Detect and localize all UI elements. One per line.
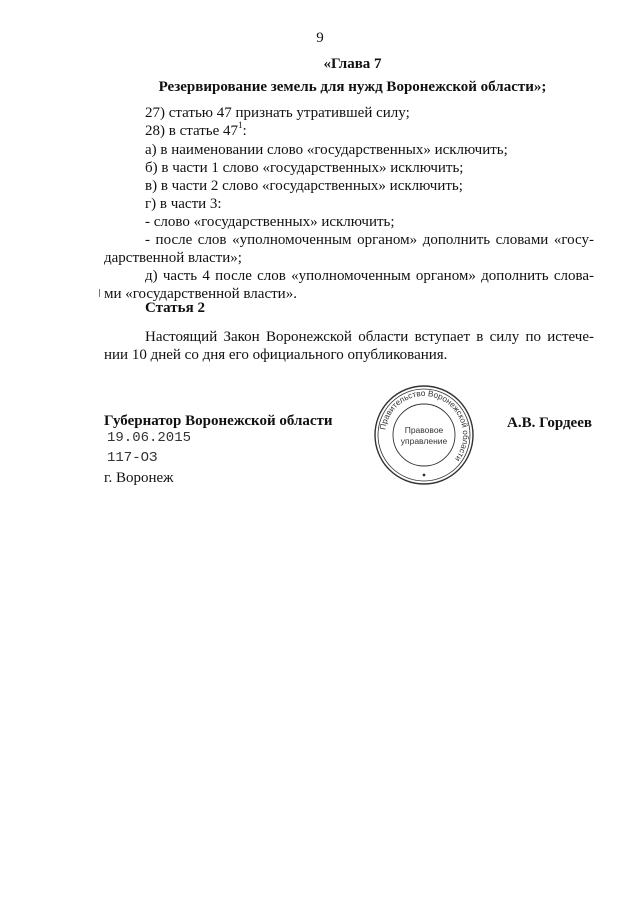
stamp-outer-text: Правительство Воронежской области: [378, 388, 471, 464]
article-2-title: Статья 2: [145, 300, 205, 316]
amendment-item-a: а) в наименовании слово «государственных» исключить;: [145, 142, 508, 158]
chapter-subtitle: Резервирование земель для нужд Воронежской области»;: [158, 79, 547, 95]
amendment-item-g-sub2-line1: - после слов «уполномоченным органом» дополнить словами «госу-: [145, 232, 594, 248]
margin-mark: [99, 289, 100, 297]
page-number: 9: [316, 30, 324, 46]
amendment-item-g: г) в части 3:: [145, 196, 222, 212]
amendment-item-28: [145, 122, 247, 140]
amendment-item-g-sub2-line2: дарственной власти»;: [104, 250, 242, 266]
amendment-item-d-line1: д) часть 4 после слов «уполномоченным органом» дополнить слова-: [145, 268, 594, 284]
chapter-title: «Глава 7: [323, 56, 382, 72]
article-2-text-line2: нии 10 дней со дня его официального опубликования.: [104, 347, 448, 363]
signature-date: 19.06.2015: [107, 430, 192, 446]
stamp-inner-line2: управление: [400, 436, 448, 446]
amendment-item-27: 27) статью 47 признать утратившей силу;: [145, 105, 410, 121]
amendment-item-v: в) в части 2 слово «государственных» исключить;: [145, 178, 463, 194]
stamp-inner-line1: Правовое: [404, 425, 444, 435]
governor-title: Губернатор Воронежской области: [104, 413, 333, 429]
signature-city: г. Воронеж: [104, 470, 174, 486]
amendment-item-g-sub1: - слово «государственных» исключить;: [145, 214, 395, 230]
signer-name: А.В. Гордеев: [507, 415, 592, 431]
amendment-item-b: б) в части 1 слово «государственных» исключить;: [145, 160, 464, 176]
amendment-item-28-colon: :: [242, 123, 247, 139]
amendment-item-28-text: 28) в статье 47: [145, 123, 239, 139]
official-stamp: [372, 383, 476, 487]
law-number: 117-ОЗ: [107, 450, 158, 466]
article-2-text-line1: Настоящий Закон Воронежской области вступает в силу по истече-: [145, 329, 594, 345]
amendment-item-28-superscript: 1: [238, 120, 243, 130]
amendment-item-d-line2: ми «государственной власти».: [104, 286, 297, 302]
